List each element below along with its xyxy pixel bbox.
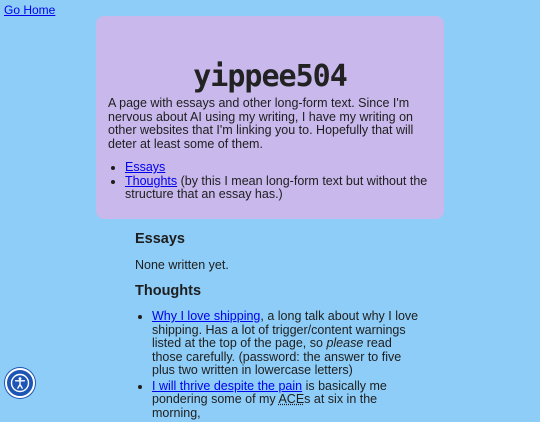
list-item — [152, 310, 424, 378]
intro-text: A page with essays and other long-form text. Since I'm nervous about AI using my writing, I have my writing on other websites that I'm linking you to. Hopefully that will deter at least some of them. — [108, 96, 414, 151]
list-item — [125, 161, 445, 175]
site-title: yippee504 — [193, 59, 347, 94]
thoughts-section — [135, 283, 425, 299]
list-item — [152, 380, 424, 421]
thoughts-link[interactable]: Thoughts — [125, 173, 178, 188]
go-home-link[interactable]: Go Home — [4, 3, 56, 17]
emphasis-text: please — [326, 336, 364, 350]
thoughts-heading: Thoughts — [135, 283, 202, 299]
accessibility-icon — [10, 373, 30, 393]
essays-link[interactable]: Essays — [125, 160, 166, 174]
thought-description-end: read those carefully. (password: the answer to five plus two written in lowercase letters) — [152, 336, 402, 377]
thought-description-end: s at six in the morning, — [152, 392, 378, 420]
thought-description: , a long talk about why I love shipping. Has a lot of trigger/content warnings listed at the top of the page, so — [152, 309, 419, 350]
essays-section — [135, 231, 425, 247]
thoughts-link-description: (by this I mean long-form text but without the structure that an essay has.) — [125, 173, 428, 201]
ace-abbreviation[interactable]: ACE — [278, 392, 305, 406]
accessibility-button[interactable] — [5, 368, 35, 398]
section-links — [108, 161, 445, 202]
thoughts-list — [135, 310, 424, 422]
intro-card — [96, 16, 444, 219]
thought-link[interactable]: I will thrive despite the pain — [152, 378, 303, 393]
thought-description: is basically me pondering some of my — [152, 378, 387, 406]
thought-link[interactable]: Why I love shipping — [152, 309, 261, 323]
essays-empty-text: None written yet. — [135, 258, 229, 272]
list-item — [125, 175, 445, 202]
essays-heading: Essays — [135, 231, 185, 247]
